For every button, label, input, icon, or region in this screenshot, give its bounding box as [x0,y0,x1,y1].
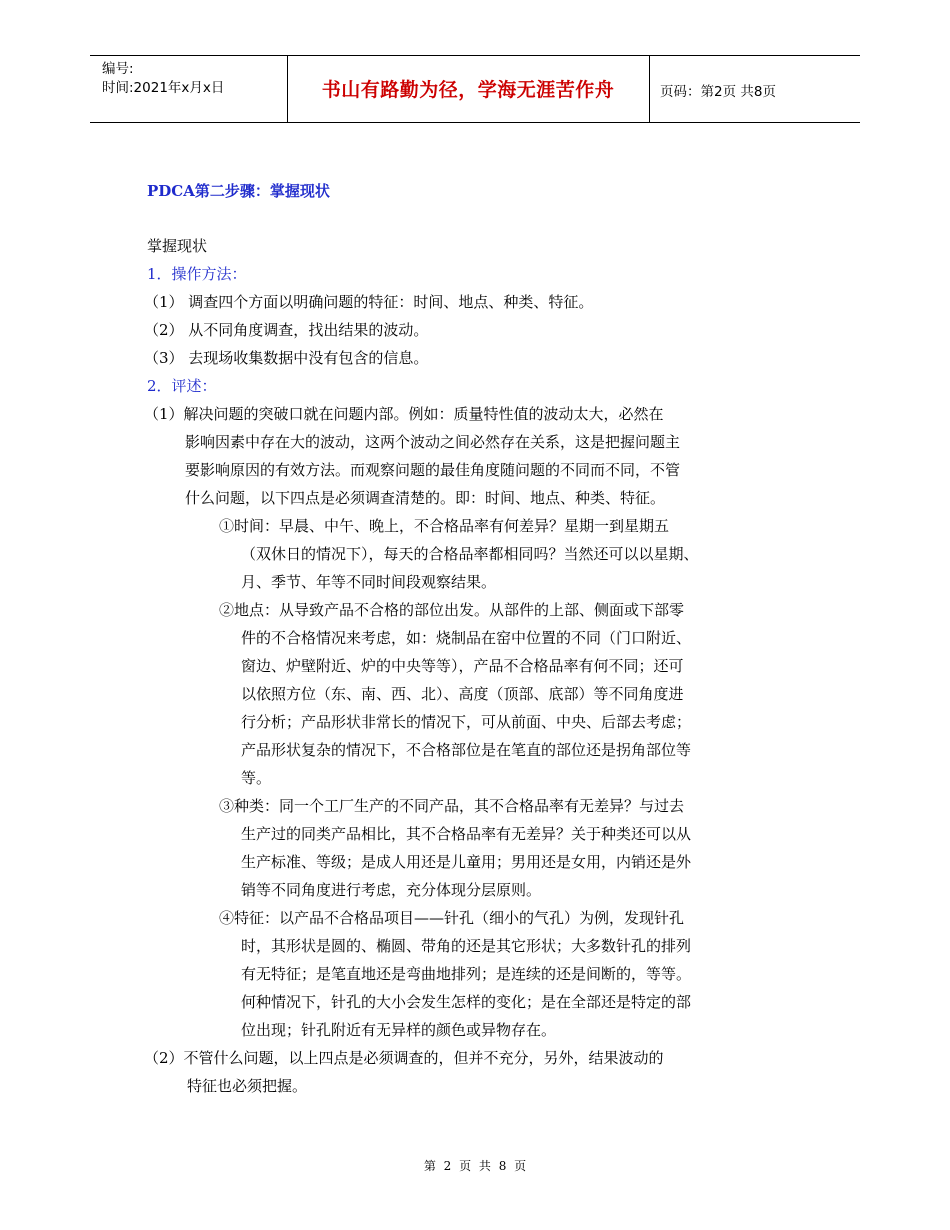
paragraph-line: 窗边、炉壁附近、炉的中央等等），产品不合格品率有何不同；还可 [241,657,684,675]
paragraph-line: 销等不同角度进行考虑，充分体现分层原则。 [241,881,542,899]
header-meta [102,60,282,98]
document-heading: PDCA第二步骤：掌握现状 [147,182,330,200]
header-motto: 书山有路勤为径，学海无涯苦作舟 [321,79,615,101]
section-title: 掌握现状 [147,237,208,255]
paragraph-line: （2）不管什么问题，以上四点是必须调查的，但并不充分，另外，结果波动的 [144,1049,664,1067]
review-title: 2．评述： [147,377,217,395]
paragraph-line: ①时间：早晨、中午、晚上，不合格品率有何差异？星期一到星期五 [219,517,670,535]
method-item: （3） 去现场收集数据中没有包含的信息。 [144,349,429,367]
paragraph-line: 生产标准、等级；是成人用还是儿童用；男用还是女用，内销还是外 [241,853,692,871]
review-paragraph-1 [144,400,827,512]
paragraph-line: 影响因素中存在大的波动，这两个波动之间必然存在关系，这是把握问题主 [185,433,681,451]
paragraph-line: 何种情况下，针孔的大小会发生怎样的变化；是在全部还是特定的部 [241,993,692,1011]
aspect-type [147,792,827,904]
paragraph-line: 什么问题，以下四点是必须调查清楚的。即：时间、地点、种类、特征。 [185,489,666,507]
method-item: （1） 调查四个方面以明确问题的特征：时间、地点、种类、特征。 [144,293,594,311]
paragraph-line: ②地点：从导致产品不合格的部位出发。从部件的上部、侧面或下部零 [219,601,685,619]
header-page-info: 页码：第2页 共8页 [660,84,776,100]
aspect-feature [147,904,827,1044]
aspect-time [147,512,827,596]
review-paragraph-2 [144,1044,827,1100]
paragraph-line: （双休日的情况下），每天的合格品率都相同吗？当然还可以以星期、 [241,545,699,563]
method-title: 1．操作方法： [147,265,247,283]
paragraph-line: 要影响原因的有效方法。而观察问题的最佳角度随问题的不同而不同，不管 [185,461,681,479]
document-date-label: 时间:2021年x月x日 [102,80,225,96]
paragraph-line: （1）解决问题的突破口就在问题内部。例如：质量特性值的波动太大，必然在 [144,405,664,423]
paragraph-line: 行分析；产品形状非常长的情况下，可从前面、中央、后部去考虑； [241,713,692,731]
document-body [144,232,827,1100]
paragraph-line: 位出现；针孔附近有无异样的颜色或异物存在。 [241,1021,557,1039]
page-footer: 第 2 页 共 8 页 [423,1159,527,1173]
paragraph-line: 以依照方位（东、南、西、北）、高度（顶部、底部）等不同角度进 [241,685,684,703]
paragraph-line: 特征也必须把握。 [187,1077,308,1095]
paragraph-line: ④特征：以产品不合格品项目——针孔（细小的气孔）为例，发现针孔 [219,909,685,927]
paragraph-line: ③种类：同一个工厂生产的不同产品，其不合格品率有无差异？与过去 [219,797,685,815]
paragraph-line: 月、季节、年等不同时间段观察结果。 [241,573,497,591]
paragraph-line: 时，其形状是圆的、椭圆、带角的还是其它形状；大多数针孔的排列 [241,937,692,955]
aspect-location [147,596,827,792]
paragraph-line: 件的不合格情况来考虑，如：烧制品在窑中位置的不同（门口附近、 [241,629,692,647]
paragraph-line: 产品形状复杂的情况下，不合格部位是在笔直的部位还是拐角部位等 [241,741,692,759]
page-header [90,55,860,123]
paragraph-line: 生产过的同类产品相比，其不合格品率有无差异？关于种类还可以从 [241,825,692,843]
header-divider [649,56,650,122]
document-number-label: 编号: [102,61,134,77]
method-item: （2） 从不同角度调查，找出结果的波动。 [144,321,429,339]
paragraph-line: 等。 [241,769,272,787]
paragraph-line: 有无特征；是笔直地还是弯曲地排列；是连续的还是间断的，等等。 [241,965,692,983]
